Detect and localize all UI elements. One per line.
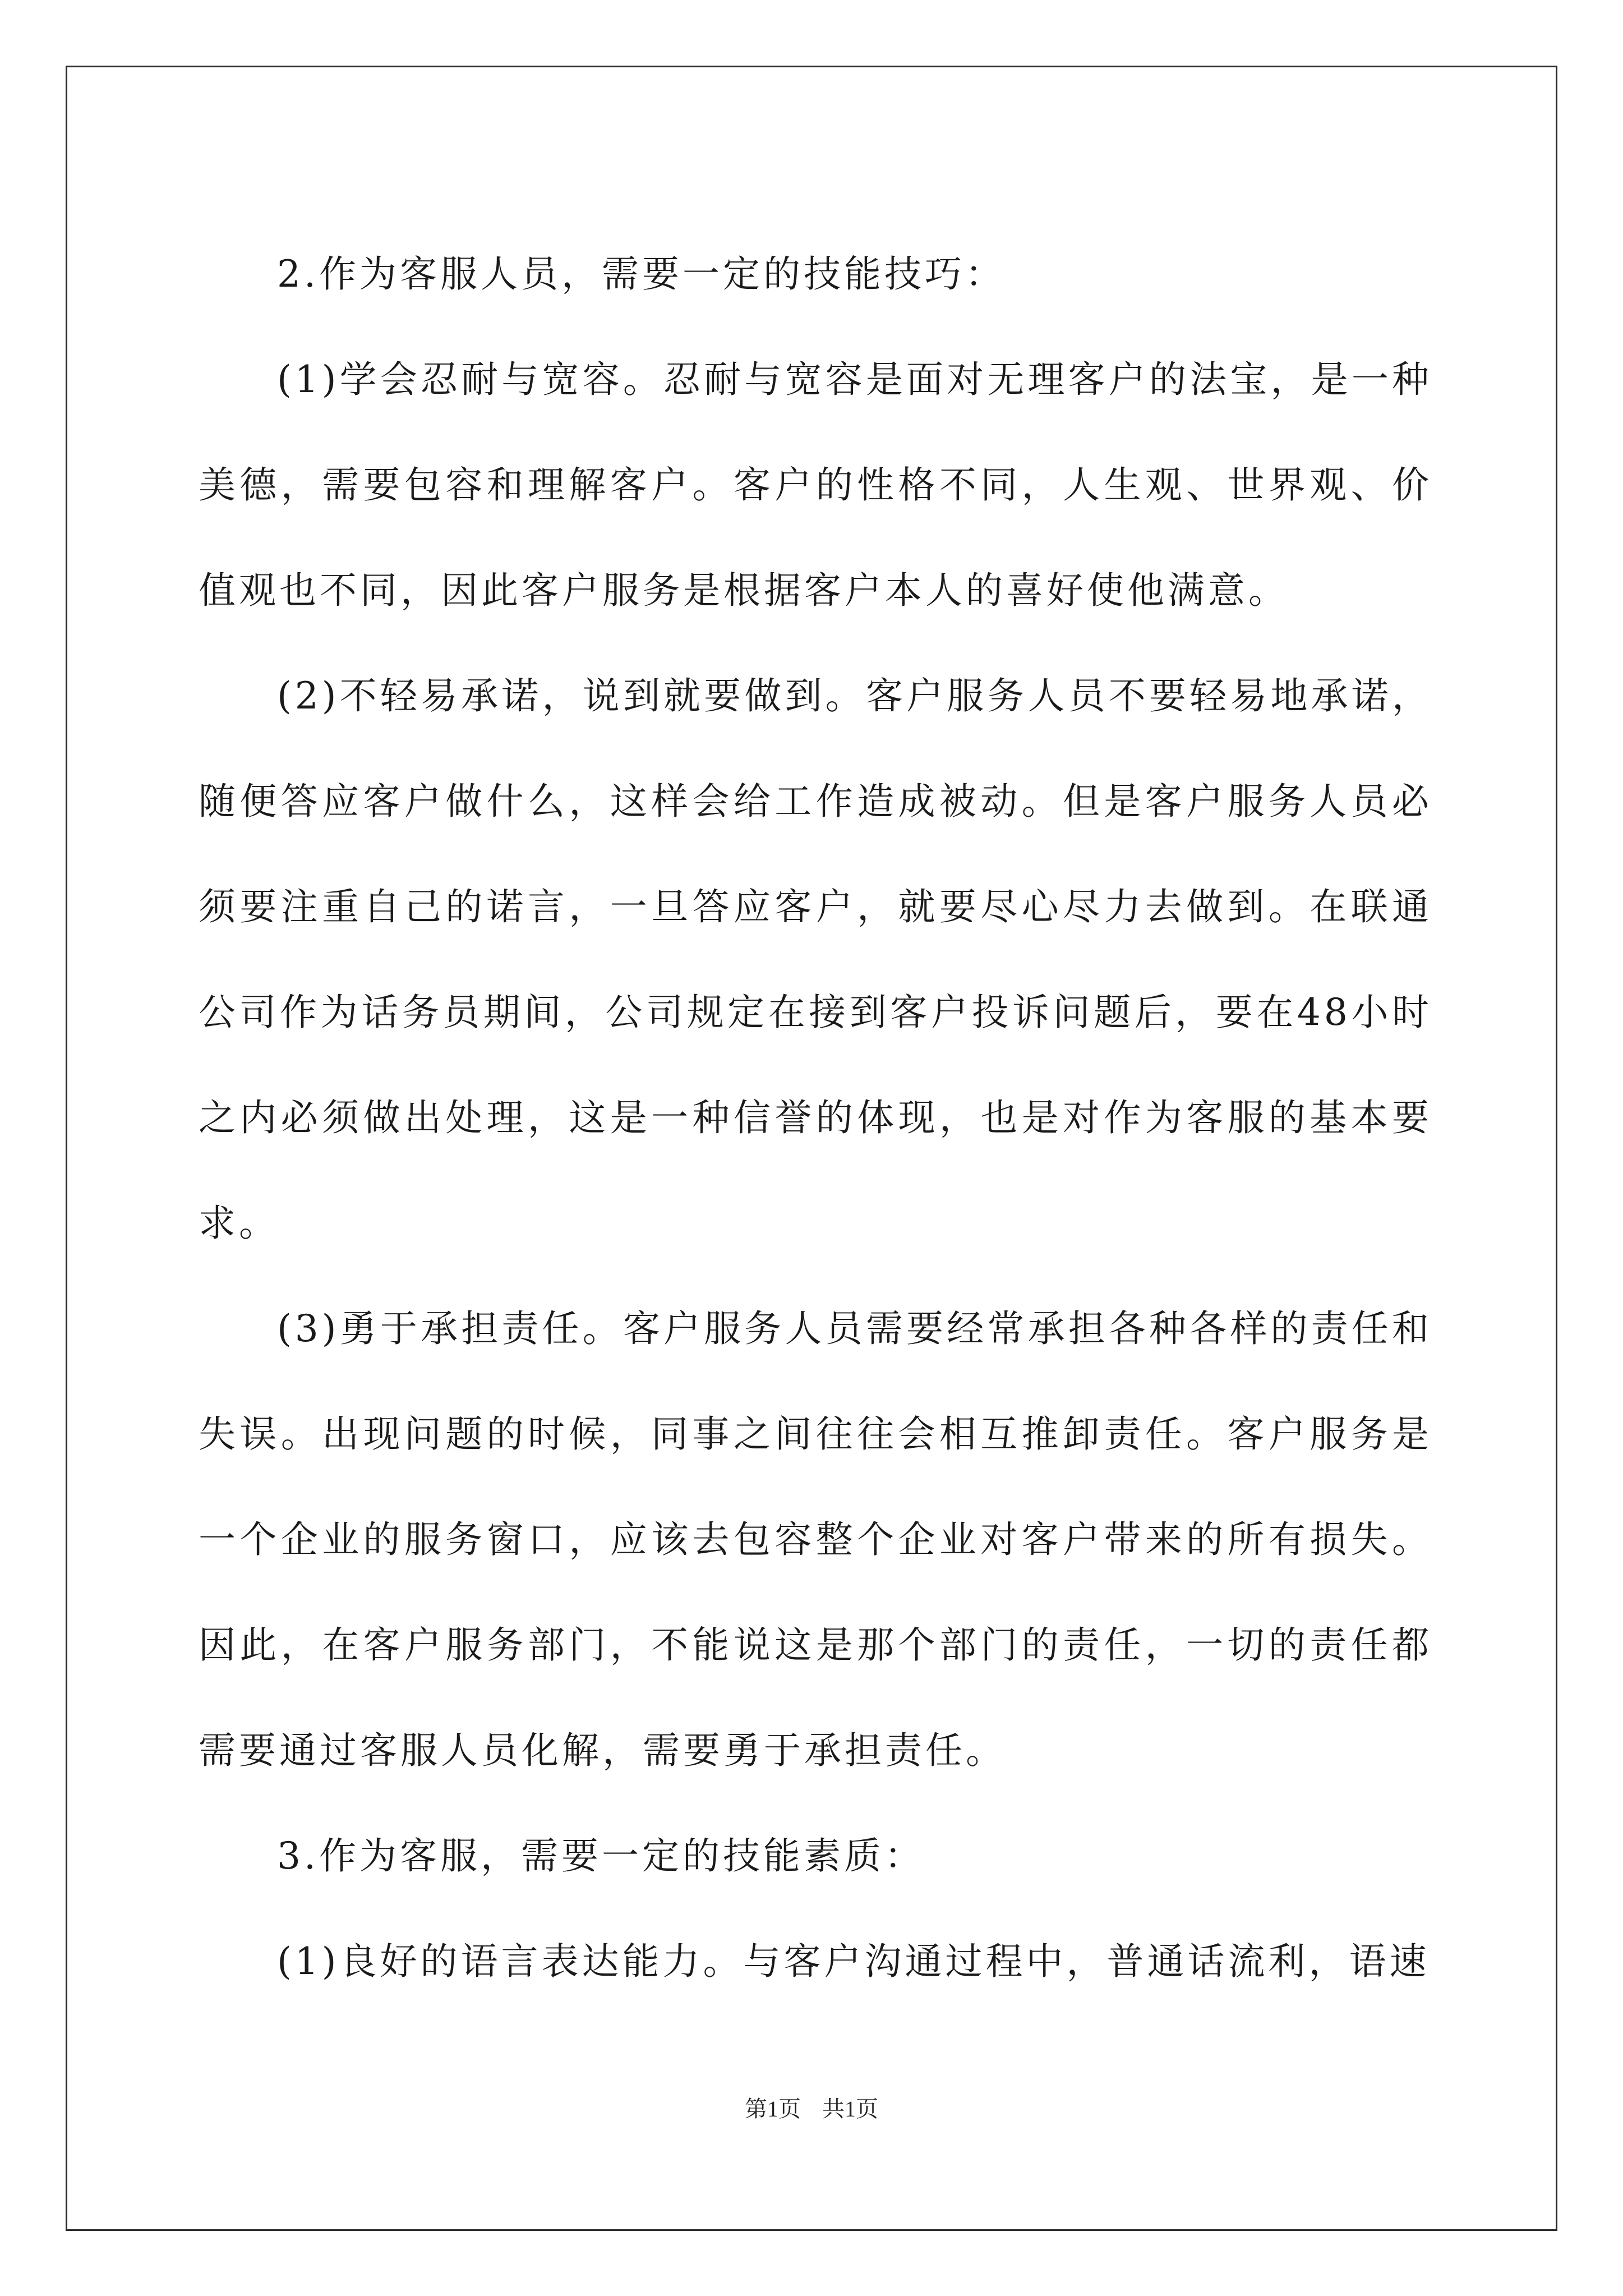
page-number-current: 第1页 <box>745 2096 801 2122</box>
page-footer <box>0 2091 1623 2123</box>
paragraph-item-2: (2)不轻易承诺，说到就要做到。客户服务人员不要轻易地承诺，随便答应客户做什么，这样会给工作造成被动。但是客户服务人员必须要注重自己的诺言，一旦答应客户，就要尽心尽力去做到。在联通公司作为话务员期间，公司规定在接到客户投诉问题后，要在48小时之内必须做出处理，这是一种信誉的体现，也是对作为客服的基本要求。 <box>199 674 1432 1245</box>
paragraph-item-3: (3)勇于承担责任。客户服务人员需要经常承担各种各样的责任和失误。出现问题的时候，同事之间往往会相互推卸责任。客户服务是一个企业的服务窗口，应该去包容整个企业对客户带来的所有损失。因此，在客户服务部门，不能说这是那个部门的责任，一切的责任都需要通过客服人员化解，需要勇于承担责任。 <box>199 1307 1432 1772</box>
paragraph-item-1: (1)学会忍耐与宽容。忍耐与宽容是面对无理客户的法宝，是一种美德，需要包容和理解客户。客户的性格不同，人生观、世界观、价值观也不同，因此客户服务是根据客户本人的喜好使他满意。 <box>199 358 1432 612</box>
paragraph-heading-3: 3.作为客服，需要一定的技能素质： <box>277 1834 925 1878</box>
document-body <box>199 222 1432 2014</box>
paragraph-item-1-b: (1)良好的语言表达能力。与客户沟通过程中，普通话流利，语速 <box>277 1940 1430 1983</box>
paragraph-heading-2: 2.作为客服人员，需要一定的技能技巧： <box>277 252 1006 296</box>
page-number-total: 共1页 <box>822 2096 878 2122</box>
